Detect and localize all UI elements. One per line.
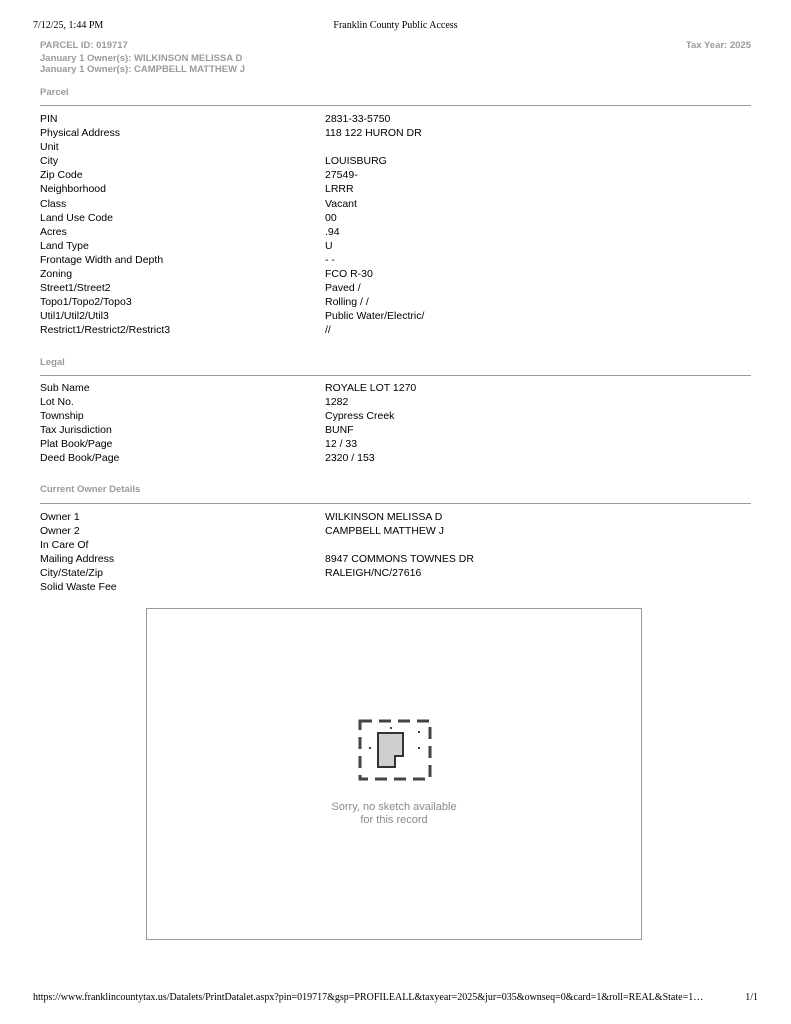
row-label: Land Use Code xyxy=(40,211,113,224)
table-row xyxy=(40,395,751,409)
row-value: Vacant xyxy=(325,197,357,210)
table-row xyxy=(40,267,751,281)
row-value: FCO R-30 xyxy=(325,268,373,281)
table-row xyxy=(40,154,751,168)
row-label: City/State/Zip xyxy=(40,567,104,580)
row-value: BUNF xyxy=(325,424,354,437)
table-row xyxy=(40,510,751,524)
table-row xyxy=(40,580,751,594)
section-title-legal: Legal xyxy=(40,357,65,368)
row-value: 00 xyxy=(325,211,337,224)
row-label: Owner 2 xyxy=(40,525,80,538)
table-row xyxy=(40,524,751,538)
no-sketch-message-line-1: Sorry, no sketch available xyxy=(331,801,457,813)
table-row xyxy=(40,309,751,323)
row-value: 2320 / 153 xyxy=(325,452,375,465)
jan1-owner-2: January 1 Owner(s): CAMPBELL MATTHEW J xyxy=(40,64,245,75)
row-value: CAMPBELL MATTHEW J xyxy=(325,525,445,538)
row-label: Topo1/Topo2/Topo3 xyxy=(40,296,132,309)
row-label: Plat Book/Page xyxy=(40,438,113,451)
row-value: U xyxy=(325,239,333,252)
table-row xyxy=(40,451,751,465)
row-label: Unit xyxy=(40,141,59,154)
page-number: 1/1 xyxy=(745,992,758,1003)
row-label: Land Type xyxy=(40,239,89,252)
row-label: Solid Waste Fee xyxy=(40,581,117,594)
row-label: In Care Of xyxy=(40,539,89,552)
row-label: Neighborhood xyxy=(40,183,106,196)
row-label: PIN xyxy=(40,113,58,125)
row-value: - - xyxy=(325,253,335,266)
table-row xyxy=(40,140,751,154)
row-label: Owner 1 xyxy=(40,511,80,523)
row-label: Zoning xyxy=(40,268,73,281)
no-sketch-icon xyxy=(357,719,433,781)
section-divider xyxy=(40,375,751,376)
row-label: Township xyxy=(40,410,84,423)
table-row xyxy=(40,437,751,451)
legal-table xyxy=(40,381,751,466)
row-value: LRRR xyxy=(325,183,354,196)
table-row xyxy=(40,323,751,337)
table-row xyxy=(40,168,751,182)
row-label: Sub Name xyxy=(40,382,90,394)
row-label: Mailing Address xyxy=(40,553,115,566)
table-row xyxy=(40,295,751,309)
row-value: Cypress Creek xyxy=(325,410,395,423)
row-label: Deed Book/Page xyxy=(40,452,120,465)
row-value: 2831-33-5750 xyxy=(325,113,391,125)
table-row xyxy=(40,225,751,239)
no-sketch-message xyxy=(147,801,641,827)
table-row xyxy=(40,552,751,566)
owner-table xyxy=(40,510,751,595)
row-value: 118 122 HURON DR xyxy=(325,127,422,140)
row-label: Class xyxy=(40,197,67,210)
row-label: Acres xyxy=(40,225,67,238)
print-datetime: 7/12/25, 1:44 PM xyxy=(33,20,104,31)
row-value: // xyxy=(325,324,331,337)
table-row xyxy=(40,126,751,140)
row-label: Lot No. xyxy=(40,396,74,409)
no-sketch-message-line-2: for this record xyxy=(360,814,428,826)
row-value: 1282 xyxy=(325,396,349,409)
row-label: Street1/Street2 xyxy=(40,282,111,295)
table-row xyxy=(40,182,751,196)
row-label: Tax Jurisdiction xyxy=(40,424,112,437)
table-row xyxy=(40,211,751,225)
section-divider xyxy=(40,503,751,504)
row-value: .94 xyxy=(325,225,340,238)
row-value: ROYALE LOT 1270 xyxy=(325,382,417,394)
table-row xyxy=(40,538,751,552)
section-title-parcel: Parcel xyxy=(40,87,69,98)
row-label: Restrict1/Restrict2/Restrict3 xyxy=(40,324,171,337)
section-divider xyxy=(40,105,751,106)
row-value: Rolling / / xyxy=(325,296,369,309)
table-row xyxy=(40,566,751,580)
table-row xyxy=(40,381,751,395)
row-value: RALEIGH/NC/27616 xyxy=(325,567,422,580)
table-row xyxy=(40,423,751,437)
page-url: https://www.franklincountytax.us/Datalets/PrintDatalet.aspx?pin=019717&gsp=PROFILEALL&taxyear=2025&jur=035&ownseq=0&card=1&roll=REAL&State=1… xyxy=(33,992,704,1003)
row-value: 27549- xyxy=(325,169,358,182)
row-label: Util1/Util2/Util3 xyxy=(40,310,109,323)
section-title-owner: Current Owner Details xyxy=(40,484,141,495)
table-row xyxy=(40,253,751,267)
row-value: Public Water/Electric/ xyxy=(325,310,425,323)
table-row xyxy=(40,197,751,211)
tax-year: Tax Year: 2025 xyxy=(685,40,751,51)
parcel-id: PARCEL ID: 019717 xyxy=(40,40,128,51)
row-label: City xyxy=(40,155,59,168)
row-value: 12 / 33 xyxy=(325,438,358,451)
table-row xyxy=(40,409,751,423)
table-row xyxy=(40,239,751,253)
sketch-panel xyxy=(146,608,642,940)
row-value: WILKINSON MELISSA D xyxy=(325,511,443,523)
row-value: Paved / xyxy=(325,282,361,295)
row-label: Zip Code xyxy=(40,169,83,182)
row-value: 8947 COMMONS TOWNES DR xyxy=(325,553,474,566)
jan1-owner-1: January 1 Owner(s): WILKINSON MELISSA D xyxy=(40,53,243,64)
row-value: LOUISBURG xyxy=(325,155,387,168)
row-label: Frontage Width and Depth xyxy=(40,253,164,266)
parcel-table xyxy=(40,112,751,338)
row-label: Physical Address xyxy=(40,127,120,140)
table-row xyxy=(40,112,751,126)
print-page-title: Franklin County Public Access xyxy=(333,20,458,31)
table-row xyxy=(40,281,751,295)
